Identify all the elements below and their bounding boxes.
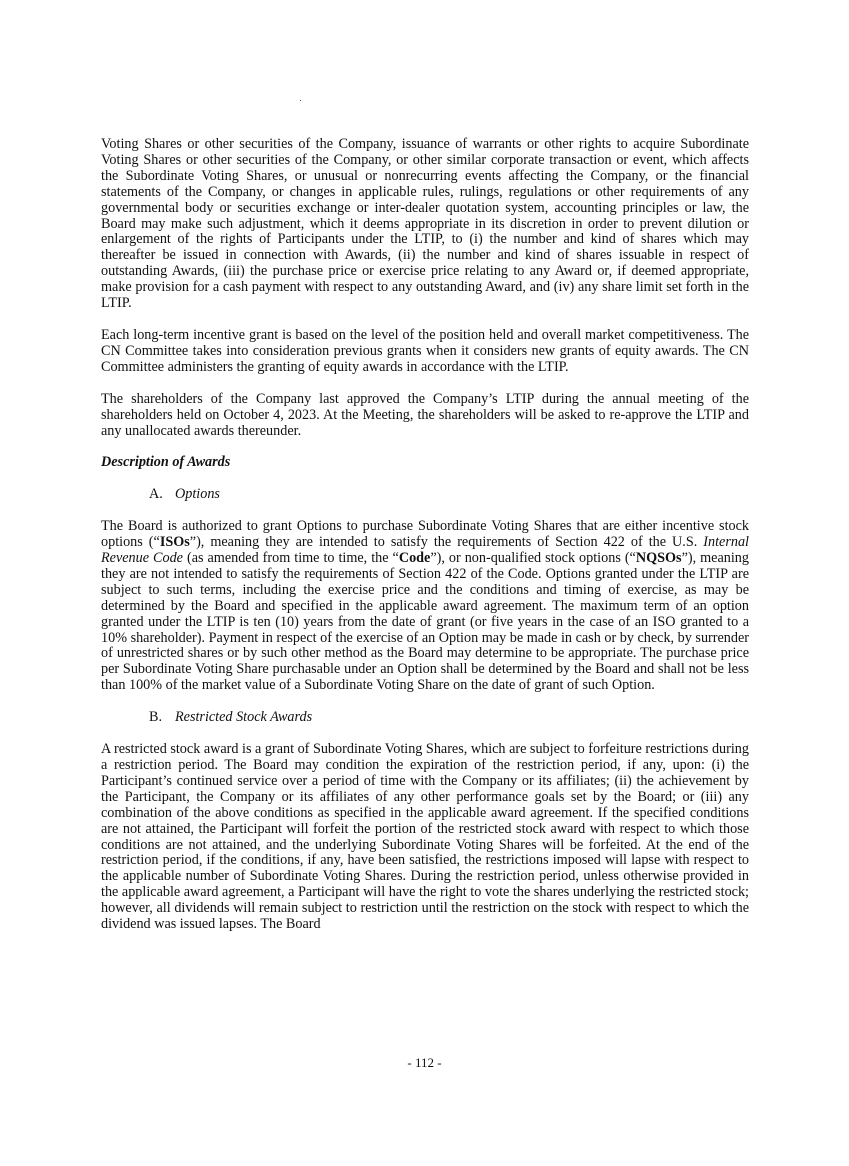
paragraph-shareholder-approval: The shareholders of the Company last approved the Company’s LTIP during the annual meeting of the shareholders held on October 4, 2023. At the Meeting, the shareholders will be asked to re-approve the LTIP and any unallocated awards thereunder. <box>101 390 749 439</box>
page-body <box>101 137 749 933</box>
subheading-title: Restricted Stock Awards <box>175 709 313 726</box>
term-code: Code <box>398 550 431 567</box>
subheading-letter: A. <box>149 486 163 503</box>
subheading-letter: B. <box>149 709 163 726</box>
term-nqsos: NQSOs <box>635 550 682 567</box>
page-number: - 112 - <box>407 1055 442 1070</box>
subheading-title: Options <box>175 486 220 503</box>
paragraph-long-term-incentive: Each long-term incentive grant is based on the level of the position held and overall market competitiveness. The CN Committee takes into consideration previous grants when it considers new grants of equity awards. The CN Committee administers the granting of equity awards in accordance with the LTIP. <box>101 326 749 375</box>
term-internal-revenue-code: Internal Revenue Code <box>101 534 749 567</box>
subheading-options <box>149 487 749 503</box>
subheading-restricted-stock-awards <box>149 710 749 726</box>
scan-speck <box>300 100 301 101</box>
section-heading-description-of-awards: Description of Awards <box>101 454 231 471</box>
paragraph-restricted-stock: A restricted stock award is a grant of Subordinate Voting Shares, which are subject to forfeiture restrictions during a restriction period. The Board may condition the expiration of the restriction period, if any, upon: (i) the Participant’s continued service over a period of time with the Company or its affiliates; (ii) the achievement by the Participant, the Company or its affiliates of any other performance goals set by the Board; or (iii) any combination of the above conditions as specified in the applicable award agreement. If the specified conditions are not attained, the Participant will forfeit the portion of the restricted stock award with respect to which those conditions are not attained, and the underlying Subordinate Voting Shares will be forfeited. At the end of the restriction period, if the conditions, if any, have been satisfied, the restrictions imposed will lapse with respect to the applicable number of Subordinate Voting Shares. During the restriction period, unless otherwise provided in the applicable award agreement, a Participant will have the right to vote the shares underlying the restricted stock; however, all dividends will remain subject to restriction until the restriction on the stock with respect to which the dividend was issued lapses. The Board <box>101 741 749 933</box>
paragraph-adjustments: Voting Shares or other securities of the Company, issuance of warrants or other rights to acquire Subordinate Voting Shares or other securities of the Company, or other similar corporate transaction or event, which affects the Subordinate Voting Shares, or unusual or nonrecurring events affecting the Company, or the financial statements of the Company, or changes in applicable rules, rulings, regulations or other requirements of any governmental body or securities exchange or inter-dealer quotation system, accounting principles or law, the Board may make such adjustment, which it deems appropriate in its discretion in order to prevent dilution or enlargement of the rights of Participants under the LTIP, to (i) the number and kind of shares which may thereafter be issued in connection with Awards, (ii) the number and kind of shares issuable in respect of outstanding Awards, (iii) the purchase price or exercise price relating to any Award or, if deemed appropriate, make provision for a cash payment with respect to any outstanding Award, and (iv) any share limit set forth in the LTIP. <box>101 136 749 312</box>
paragraph-options: The Board is authorized to grant Options to purchase Subordinate Voting Shares that are either incentive stock options (“ISOs”), meaning they are intended to satisfy the requirements of Section 422 of the U.S. Internal Revenue Code (as amended from time to time, the “Code”), or non-qualified stock options (“NQSOs”), meaning they are not intended to satisfy the requirements of Section 422 of the Code. Options granted under the LTIP are subject to such terms, including the exercise price and the conditions and timing of exercise, as may be determined by the Board and specified in the applicable award agreement. The maximum term of an option granted under the LTIP is ten (10) years from the date of grant (or five years in the case of an ISO granted to a 10% shareholder). Payment in respect of the exercise of an Option may be made in cash or by check, by surrender of unrestricted shares or by such other method as the Board may determine to be appropriate. The purchase price per Subordinate Voting Share purchasable under an Option shall be determined by the Board and shall not be less than 100% of the market value of a Subordinate Voting Share on the date of grant of such Option. <box>101 518 749 694</box>
term-isos: ISOs <box>159 534 190 551</box>
